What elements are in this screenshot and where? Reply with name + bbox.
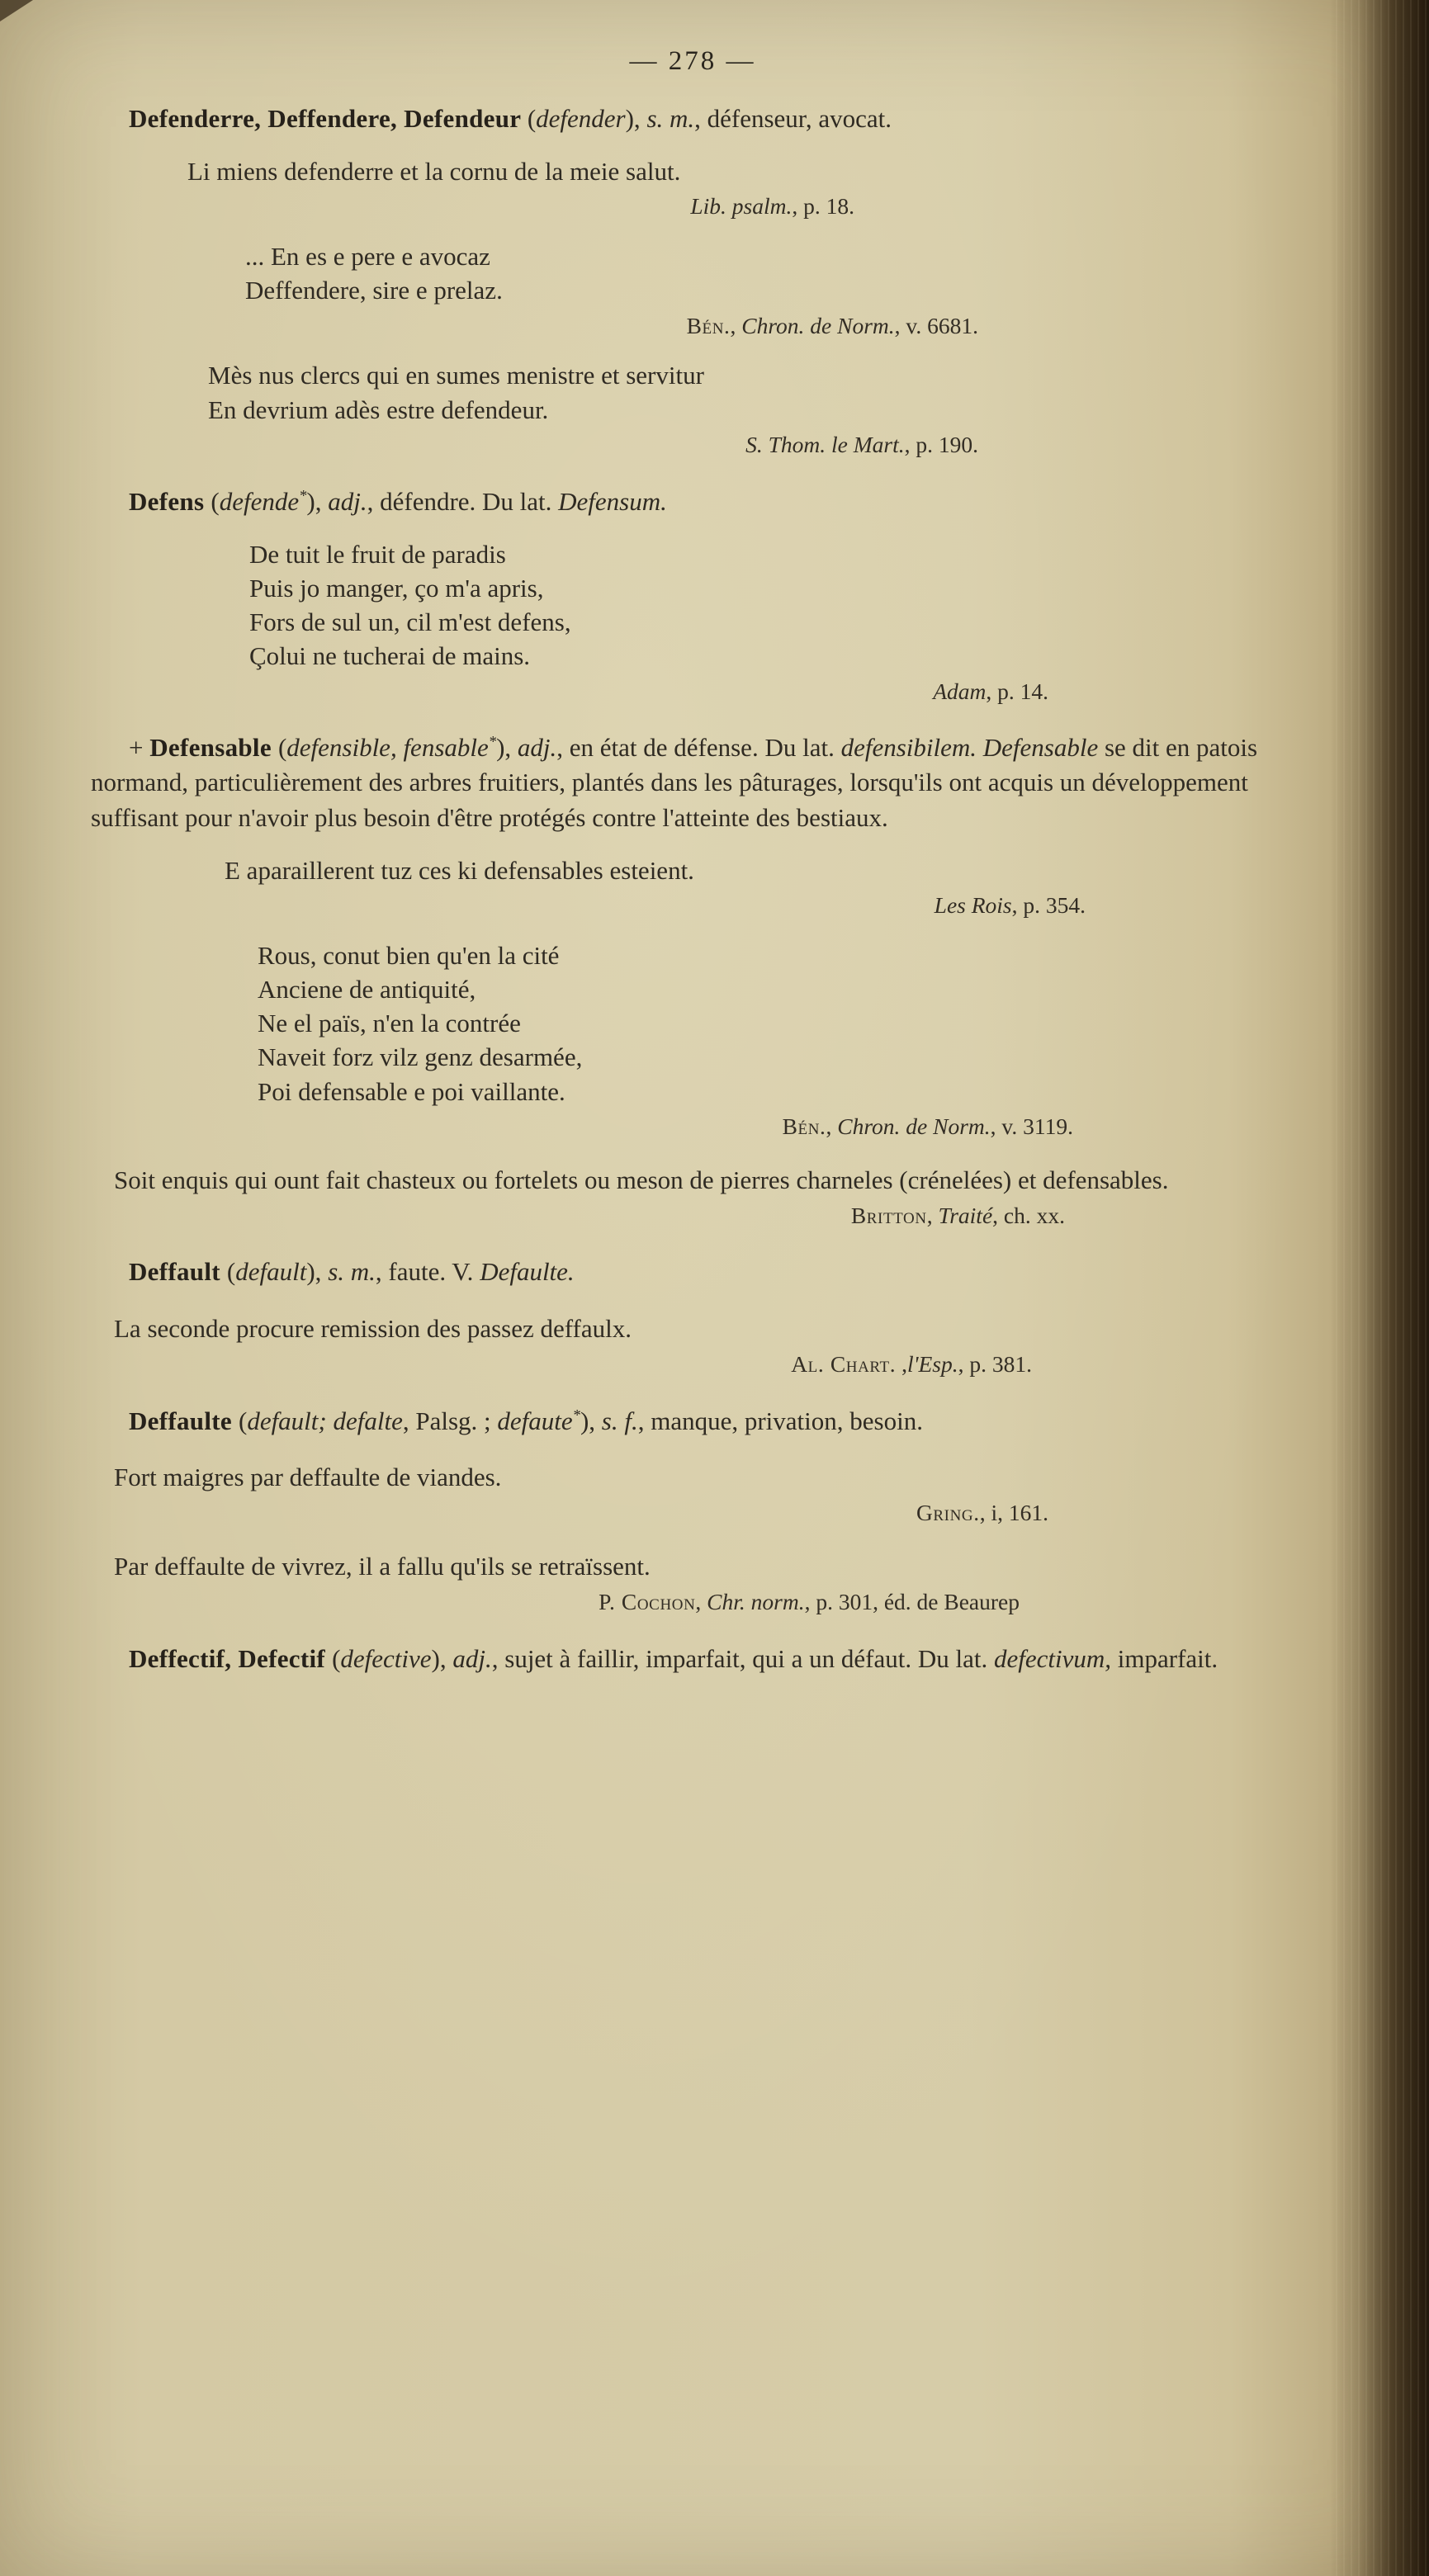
verse-line: E aparaillerent tuz ces ki defensables esteient. [225, 855, 694, 885]
verse-line: Çolui ne tucherai de mains. [249, 641, 531, 671]
citation: Lib. psalm., p. 18. [690, 193, 854, 220]
citation: Adam, p. 14. [933, 678, 1048, 704]
verse-line: Rous, conut bien qu'en la cité [258, 940, 560, 970]
verse-quote [249, 537, 1294, 674]
citation: Les Rois, p. 354. [934, 891, 1086, 918]
verse-quote [187, 154, 1294, 188]
book-edge-shadow [1330, 0, 1429, 2576]
entry-defensable: + Defensable (defensible, fensable*), adj., en état de défense. Du lat. defensibilem. Defensable se dit en patois normand, particulièrement des arbres fruitiers, plantés dans les pâturages, lorsqu'ils ont acquis un développement suffisant pour n'avoir plus besoin d'être protégés contre l'atteinte des bestiaux. [91, 733, 1258, 832]
page-number: — 278 — [629, 46, 756, 76]
entry-defenderre: Defenderre, Deffendere, Defendeur (defender), s. m., défenseur, avocat. [129, 104, 892, 133]
verse-line: De tuit le fruit de paradis [249, 539, 506, 569]
citation: Bén., Chron. de Norm., v. 6681. [686, 312, 978, 338]
verse-quote [258, 938, 1294, 1108]
citation: Al. Chart. ,l'Esp., p. 381. [791, 1350, 1032, 1377]
entry-deffaulte: Deffaulte (default; defalte, Palsg. ; defaute*), s. f., manque, privation, besoin. [129, 1406, 923, 1435]
verse-line: Anciene de antiquité, [258, 974, 476, 1004]
citation: Bén., Chron. de Norm., v. 3119. [782, 1113, 1073, 1139]
citation: P. Cochon, Chr. norm., p. 301, éd. de Beaurep [599, 1588, 1020, 1614]
verse-quote [245, 239, 1294, 307]
verse-line: Naveit forz vilz genz desarmée, [258, 1042, 583, 1072]
citation: S. Thom. le Mart., p. 190. [745, 431, 978, 457]
page-body [91, 102, 1294, 1676]
entry-defens: Defens (defende*), adj., défendre. Du lat. Defensum. [129, 486, 667, 516]
prose-quote: Soit enquis qui ount fait chasteux ou fortelets ou meson de pierres charneles (crénelées) et defensables. [114, 1165, 1169, 1194]
prose-quote: Fort maigres par deffaulte de viandes. [114, 1462, 502, 1491]
verse-line: Puis jo manger, ço m'a apris, [249, 573, 544, 603]
scan-corner-artifact [0, 0, 33, 21]
verse-line: Li miens defenderre et la cornu de la meie salut. [187, 157, 681, 187]
prose-quote: Par deffaulte de vivrez, il a fallu qu'ils se retraïssent. [114, 1551, 651, 1581]
citation: Britton, Traité, ch. xx. [850, 1202, 1065, 1228]
verse-line: Deffendere, sire e prelaz. [245, 276, 503, 305]
citation: Gring., i, 161. [916, 1499, 1048, 1525]
page-content [91, 46, 1294, 1683]
verse-quote [225, 853, 1294, 887]
entry-deffault: Deffault (default), s. m., faute. V. Defaulte. [129, 1257, 575, 1287]
verse-line: En devrium adès estre defendeur. [208, 395, 549, 424]
prose-quote: La seconde procure remission des passez deffaulx. [114, 1313, 632, 1343]
verse-line: Fors de sul un, cil m'est defens, [249, 607, 571, 637]
verse-line: ... En es e pere e avocaz [245, 242, 490, 272]
verse-line: Mès nus clercs qui en sumes menistre et servitur [208, 361, 704, 390]
verse-line: Ne el païs, n'en la contrée [258, 1009, 521, 1038]
verse-quote [208, 358, 1294, 426]
verse-line: Poi defensable e poi vaillante. [258, 1076, 565, 1106]
entry-deffectif: Deffectif, Defectif (defective), adj., sujet à faillir, imparfait, qui a un défaut. Du lat. defectivum, imparfait. [129, 1643, 1218, 1673]
